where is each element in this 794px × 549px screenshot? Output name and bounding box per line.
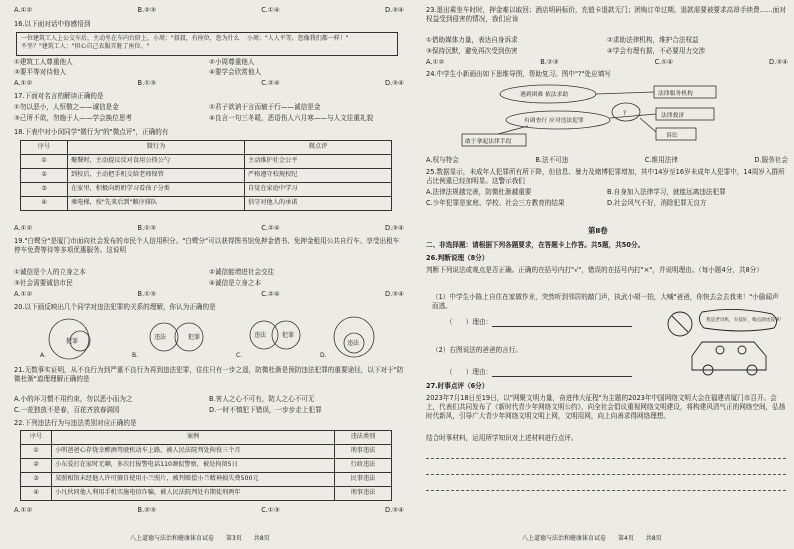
answer-line xyxy=(426,490,786,491)
q16-dialog-box: 一位建筑工人上公交车后，主动坐在车内台阶上。小周："叔叔，有座位，您为什么不坐？"建筑工人："担心自己衣服弄脏了座位。" 小周："人人平等，您像我们都一样！" xyxy=(16,32,398,56)
venn-option: A. xyxy=(40,352,46,359)
q26-answer-line-1: （ ）理由： xyxy=(446,318,632,327)
venn-label: 犯罪 xyxy=(282,332,295,339)
q18-answers: A.①② B.①③ C.②④ D.③④ xyxy=(14,224,404,232)
venn-option: B. xyxy=(132,352,139,359)
q26-statement-1: （1）中学生小陈上自住在家做作业，突然听到邻居的敲门声，执武小胡一拍，大喊"爸爸，你快去会去我来！"小偷闻声而逃。 xyxy=(432,293,779,311)
q19-stem: 19."白鹭分"是厦门市面向社会发布的市民个人信用积分。"白鹭分"可以获得图书馆免押金借书、免押金租用公共自行车、享受出租车停车免费等待等多项优惠服务。这说明 xyxy=(14,237,400,255)
q16-stem: 16.以下面对话中你感悟到 xyxy=(14,20,91,28)
table-row: ③ 在家里，积极向奶奶学习看孩子分类 自觉在家庭中学习 xyxy=(21,183,392,197)
q27-paragraph: 2023年7月18日至19日，以"网聚文明力量，奋进伟大征程"为主题的2023年中国网络文明大会在福建省厦门市召开。会上，代表们共同发布了《新时代青少年网络文明公约》，向全社会倡议重视网络文明建设，将构建风清气正的网络空间，弘扬时代新风，引导广大青少年网络文明文明上网，文明用网，向上向善求得网络理想。 xyxy=(426,394,786,421)
part2-title: 第Ⅱ卷 xyxy=(588,226,608,235)
map-node: 遇到困难 依法求助 xyxy=(520,92,569,98)
q23-opts-b: ③保持沉默，避免再次受到伤害 ④学会有理有据，不必要用力交涉 xyxy=(426,47,706,55)
drunk-driving-illustration xyxy=(662,306,790,378)
venn-label: 犯罪 xyxy=(66,338,79,345)
answer-blank[interactable] xyxy=(492,320,632,327)
map-question-mark: ? xyxy=(623,111,627,117)
q20-stem: 20.以下画反映出几个同学对违法犯罪的关系的理解，你认为正确的是 xyxy=(14,303,216,311)
q25-opts-a: A.法律法规越完善，防微杜渐越重要 B.自身加入法律学习，就能远离违法犯罪 xyxy=(426,188,726,196)
q16-opts-a: ①建筑工人尊重他人 ②小周尊重他人 xyxy=(14,58,255,66)
q26-desc: 判断下列说法或观点是否正确。正确的在括号内打"√"，错误的在括号内打"×"，并说明理由。（每小题4分，共8分） xyxy=(426,266,763,274)
q25-opts-b: C.少年犯罪是家庭、学校、社会三方教育的结果 D.社会风气不好，消除犯罪无良方 xyxy=(426,199,707,207)
q18-table xyxy=(20,140,392,211)
q16-answers: A.①② B.①③ C.②④ D.③④ xyxy=(14,79,404,87)
q24-mind-map xyxy=(458,82,758,152)
map-node: 法律服务机构 xyxy=(658,91,693,97)
map-node: 敢于拿起法律手段 xyxy=(465,139,512,145)
q24-stem: 24.中学生小新画出如下思维导图，帮助复习。图中"?"处应填写 xyxy=(426,70,611,78)
table-row: ① 小明爸爸心存侥幸醉酒驾驶机动车上路，被人民法院判处拘役三个月 刑事违法 xyxy=(21,445,392,459)
answer-blank[interactable] xyxy=(492,370,632,377)
map-node: 法律救济 xyxy=(661,113,685,119)
q26-answer-line-2: （ ）理由： xyxy=(446,368,632,377)
q26-statement-2: （2）右图说法的爸爸的言行。 xyxy=(432,346,522,354)
table-row: ④ 小凡伙同他人利用手机实施电信诈骗，被人民法院判处有期徒刑两年 刑事违法 xyxy=(21,487,392,501)
answer-line xyxy=(426,458,786,459)
part2-desc: 二、非选择题：请根据下列各题要求，在答题卡上作答。共5题，共50分。 xyxy=(426,241,645,249)
q16-opts-b: ③要平等对待他人 ④要学会欣赏他人 xyxy=(14,68,262,76)
table-row: ② 到校后，主动把手机交给老师保管 严格遵守校规校纪 xyxy=(21,169,392,183)
q22-table xyxy=(20,430,392,501)
q27-stem: 27.时事点评（6分） xyxy=(426,382,489,390)
q19-opts-b: ③社会需要诚信市民 ④诚信是立身之本 xyxy=(14,279,262,287)
q27-task: 结合时事材料，运用所学知识对上述材料进行点评。 xyxy=(426,434,578,442)
q17-opts-a: ①勿以恶小，人恒敬之——诚信是金 ②君子欲讷于言而敏于行——诚信是金 xyxy=(14,103,321,111)
q26-stem: 26.判断说理（8分） xyxy=(426,254,489,262)
q18-stem: 18.下表中对小闵同学"微行为"的"微点评"，正确的有 xyxy=(14,128,169,136)
q22-stem: 22.下列违法行为与违法类别对应正确的是 xyxy=(14,419,137,427)
q21-stem: 21.无数事实证明，从不良行为到严重不良行为再到违法犯罪，往往只有一步之遥，防微杜渐是预防违法犯罪的重要途径，以下对于"防微杜渐"道理理解正确的是 xyxy=(14,366,404,384)
right-page xyxy=(418,0,794,549)
table-row: ④ 乘电梯，按"先来后到"顺序排队 信守对他人的承诺 xyxy=(21,197,392,211)
venn-option: C. xyxy=(236,352,243,359)
answer-line xyxy=(426,474,786,475)
table-row: ① 聚餐时，主动提议反对食用公筷公勺 主动维护社会公平 xyxy=(21,155,392,169)
q21-opts-a: A.小的坏习惯不用约束，勿以恶小而为之 B.害人之心不可有，防人之心不可无 xyxy=(14,395,315,403)
q22-answers: A.①② B.②③ C.①③ D.③④ xyxy=(14,506,404,514)
q17-opts-b: ③己所不欲，勿施于人——学会换位思考 ④良言一句三冬暖，恶语伤人六月寒——与人文往重礼貌 xyxy=(14,114,374,122)
q17-stem: 17.下面对名言的解读正确的是 xyxy=(14,92,104,100)
q25-stem: 25.数据显示，未成年人犯罪所有所下降，但信息、暴力及赌博犯罪增加，其中14岁至16岁未成年人犯罪中，14周岁入群所占比例重已经加明显。这警示我们 xyxy=(426,168,785,186)
right-footer: 八上道德与法治和健康体育试卷 第4页 共8页 xyxy=(522,534,662,542)
speech-bubble: 我是老司机，车技好，喝点酒也没事！ xyxy=(706,318,785,323)
q23-stem: 23.退出乘坐车时时，押金难以取回；酒店明码标价，充值卡退款无门；团购订单过期，退款需要被要求高昂手续费……面对权益受到侵害的情况，我们应该 xyxy=(426,6,786,24)
q23-answers: A.①② B.②③ C.①④ D.③④ xyxy=(426,58,788,66)
top-options: A.①② B.②③ C.①④ D.③④ xyxy=(14,6,404,14)
q20-venn-diagrams xyxy=(14,313,404,361)
q19-opts-a: ①诚信是个人的立身之本 ②诚信能增进社会交往 xyxy=(14,268,275,276)
table-row: 序号 微行为 微点评 xyxy=(21,141,392,155)
map-node: 有调查行 应对违法犯罪 xyxy=(524,118,584,124)
venn-option: D. xyxy=(320,352,327,359)
table-row: ② 小东爱打在家时无聊，多次打报警电话110调侃警察，被处拘留5日 行政违法 xyxy=(21,459,392,473)
table-row: 序号 案例 违法类别 xyxy=(21,431,392,445)
map-node: 诉讼 xyxy=(666,133,678,139)
table-row: ③ 某照相馆未经他人许可擅自使用小兰照片，被判赔偿小兰精神损失费500元 民事违法 xyxy=(21,473,392,487)
q24-answers: A.权与特会 B.法不可违 C.维用法律 D.服务社会 xyxy=(426,156,788,164)
q19-answers: A.①② B.①③ C.②④ D.③④ xyxy=(14,290,404,298)
venn-label: 违法 xyxy=(254,332,267,339)
venn-label: 违法 xyxy=(347,340,360,347)
venn-label: 犯罪 xyxy=(188,334,201,341)
q23-opts-a: ①借助媒体力量，表达自身诉求 ②求助法律机构，维护合法权益 xyxy=(426,36,699,44)
venn-label: 违法 xyxy=(154,334,167,341)
left-footer: 八上道德与法治和健康体育试卷 第3页 共8页 xyxy=(130,534,270,542)
q21-opts-b: C.一花独放不是春，百花齐放春满园 D.一时不慎犯下错误，一步步走上犯罪 xyxy=(14,406,322,414)
